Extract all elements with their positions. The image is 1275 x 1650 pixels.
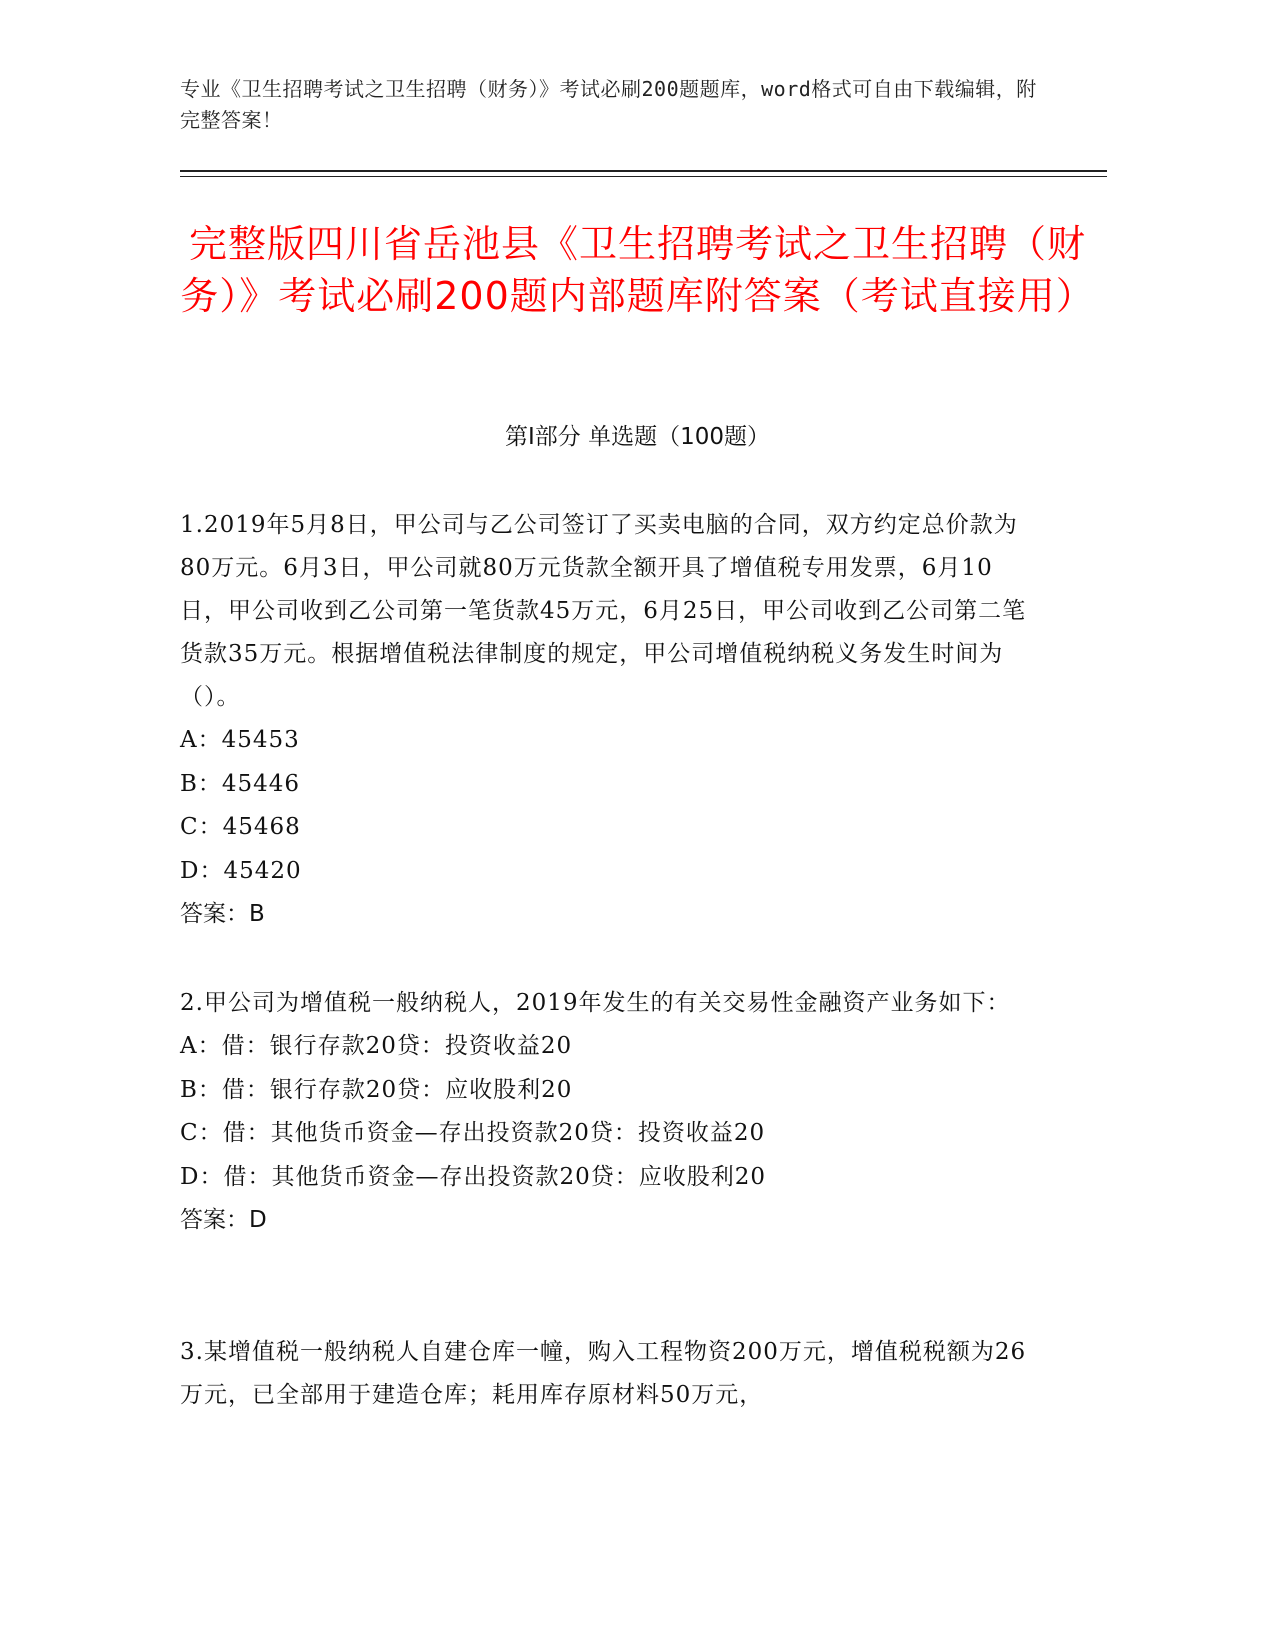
question-stem: 3.某增值税一般纳税人自建仓库一幢，购入工程物资200万元，增值税税额为26万元，已全部用于建造仓库；耗用库存原材料50万元， bbox=[180, 1339, 1027, 1408]
option-d: D：借：其他货币资金—存出投资款20贷：应收股利20 bbox=[180, 1163, 766, 1190]
section-title: 第I部分 单选题（100题） bbox=[505, 424, 770, 450]
answer: 答案：D bbox=[180, 1207, 267, 1233]
option-b: B：借：银行存款20贷：应收股利20 bbox=[180, 1076, 573, 1103]
option-c: C：借：其他货币资金—存出投资款20贷：投资收益20 bbox=[180, 1120, 766, 1146]
document-title: 完整版四川省岳池县《卫生招聘考试之卫生招聘（财务）》考试必刷200题内部题库附答案（考试直接用） bbox=[180, 222, 1095, 318]
option-b: B：45446 bbox=[180, 770, 301, 797]
question-1 bbox=[180, 504, 1040, 936]
question-stem: 1.2019年5月8日，甲公司与乙公司签订了买卖电脑的合同，双方约定总价款为80万元。6月3日，甲公司就80万元货款全额开具了增值税专用发票，6月10日，甲公司收到乙公司第一笔货款45万元，6月25日，甲公司收到乙公司第二笔货款35万元。根据增值税法律制度的规定，甲公司增值税纳税义务发生时间为（）。 bbox=[180, 512, 1027, 710]
question-stem: 2.甲公司为增值税一般纳税人，2019年发生的有关交易性金融资产业务如下： bbox=[180, 990, 1011, 1016]
question-3 bbox=[180, 1331, 1040, 1417]
header-divider-thin bbox=[180, 176, 1107, 177]
option-c: C：45468 bbox=[180, 814, 301, 840]
header-divider-thick bbox=[180, 170, 1107, 172]
option-a: A：借：银行存款20贷：投资收益20 bbox=[180, 1033, 573, 1059]
header-note: 专业《卫生招聘考试之卫生招聘（财务）》考试必刷200题题库，word格式可自由下载编辑，附完整答案！ bbox=[180, 77, 1037, 132]
option-d: D：45420 bbox=[180, 857, 302, 884]
answer: 答案：B bbox=[180, 901, 265, 927]
option-a: A：45453 bbox=[180, 727, 300, 753]
question-2 bbox=[180, 982, 1040, 1242]
